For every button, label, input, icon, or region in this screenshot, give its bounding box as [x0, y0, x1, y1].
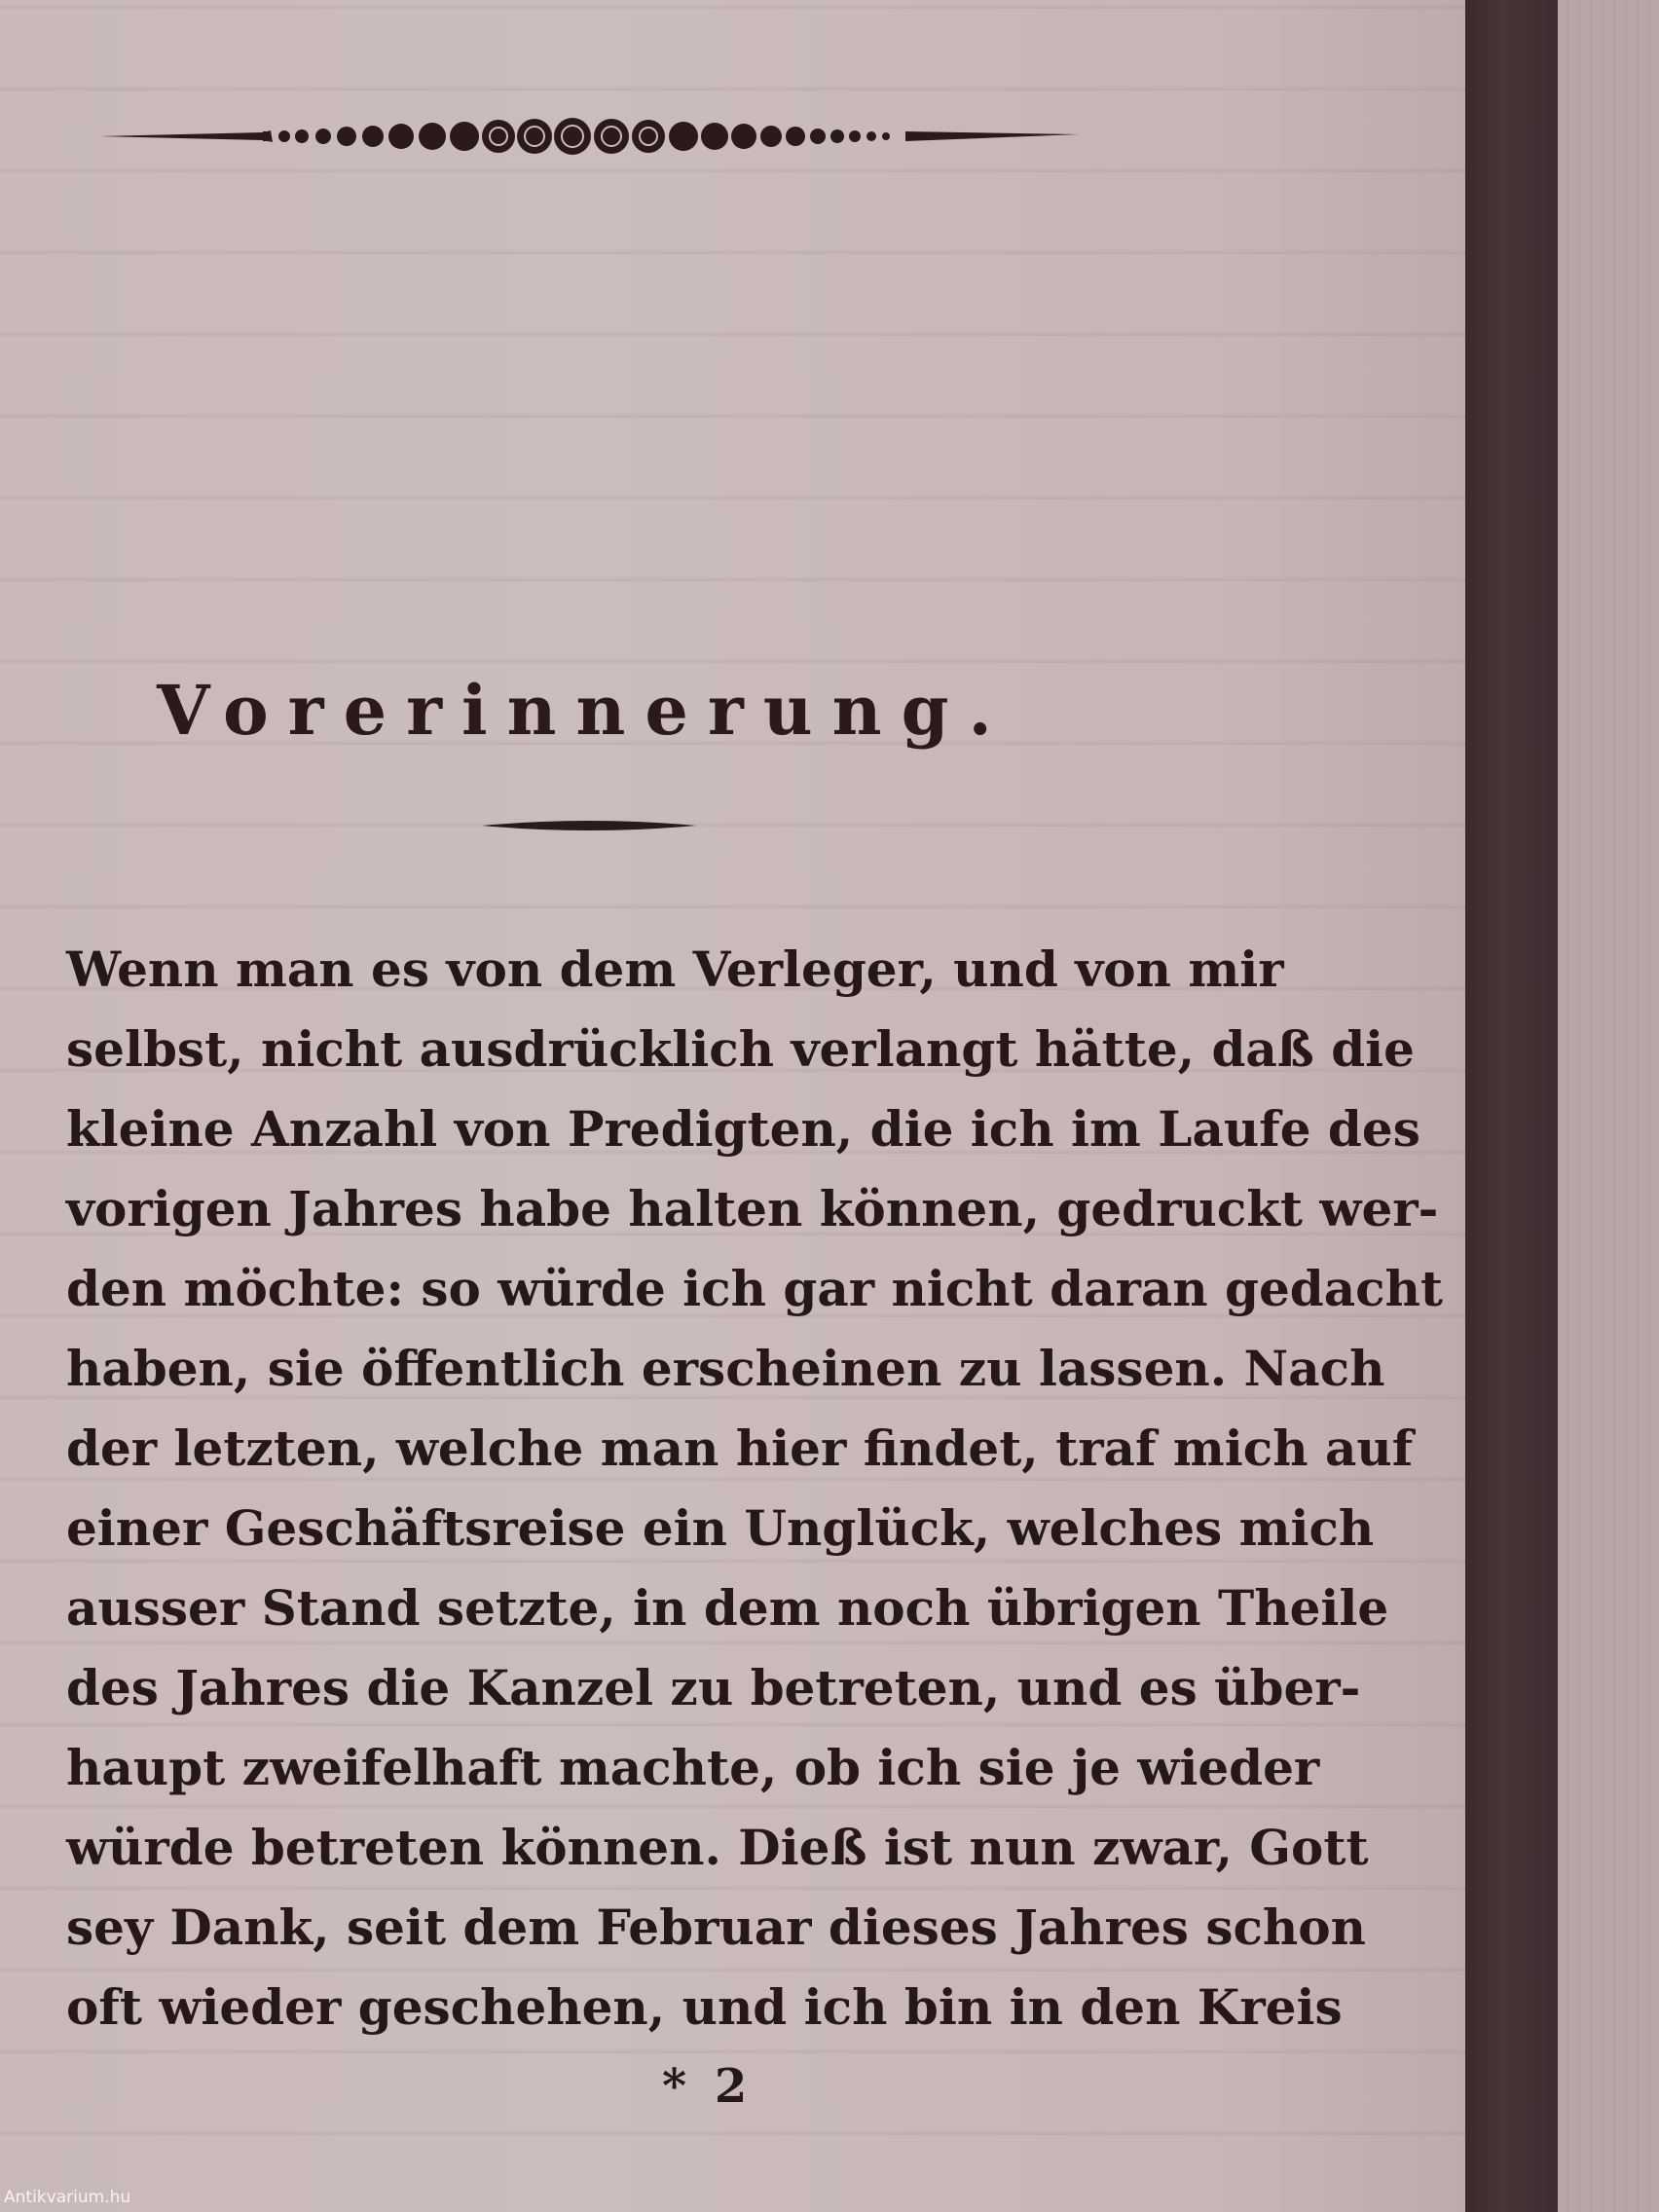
text-line: der letzten, welche man hier findet, traf mich auf [66, 1419, 1414, 1477]
text-line: vorigen Jahres habe halten können, gedruckt wer- [66, 1180, 1439, 1237]
text-line: oft wieder geschehen, und ich bin in den Kreis [66, 1978, 1343, 2036]
text-line: haben, sie öffentlich erscheinen zu lassen. Nach [66, 1340, 1385, 1397]
text-line: haupt zweifelhaft machte, ob ich sie je wieder [66, 1739, 1320, 1796]
tapered-rule-icon [482, 816, 696, 835]
text-line: ausser Stand setzte, in dem noch übrigen Theile [66, 1579, 1389, 1637]
text-line: den möchte: so würde ich gar nicht daran gedacht [66, 1260, 1444, 1317]
text-line: sey Dank, seit dem Februar dieses Jahres schon [66, 1899, 1366, 1956]
book-spine [1465, 0, 1558, 2212]
body-paragraph [66, 930, 1444, 2047]
text-line: des Jahres die Kanzel zu betreten, und es über- [66, 1659, 1361, 1716]
text-line: einer Geschäftsreise ein Unglück, welches mich [66, 1499, 1375, 1557]
text-line: kleine Anzahl von Predigten, die ich im Laufe des [66, 1100, 1420, 1158]
text-line: würde betreten können. Dieß ist nun zwar, Gott [66, 1819, 1369, 1876]
page-stack-edge [1558, 0, 1659, 2212]
page-title: Vorerinnerung. [157, 670, 1012, 751]
text-line: selbst, nicht ausdrücklich verlangt hätte, daß die [66, 1020, 1415, 1078]
watermark-text: Antikvarium.hu [4, 2188, 131, 2207]
text-line: Wenn man es von dem Verleger, und von mir [66, 940, 1284, 998]
signature-mark: * 2 [662, 2059, 754, 2114]
decorative-band-icon [97, 107, 1081, 166]
